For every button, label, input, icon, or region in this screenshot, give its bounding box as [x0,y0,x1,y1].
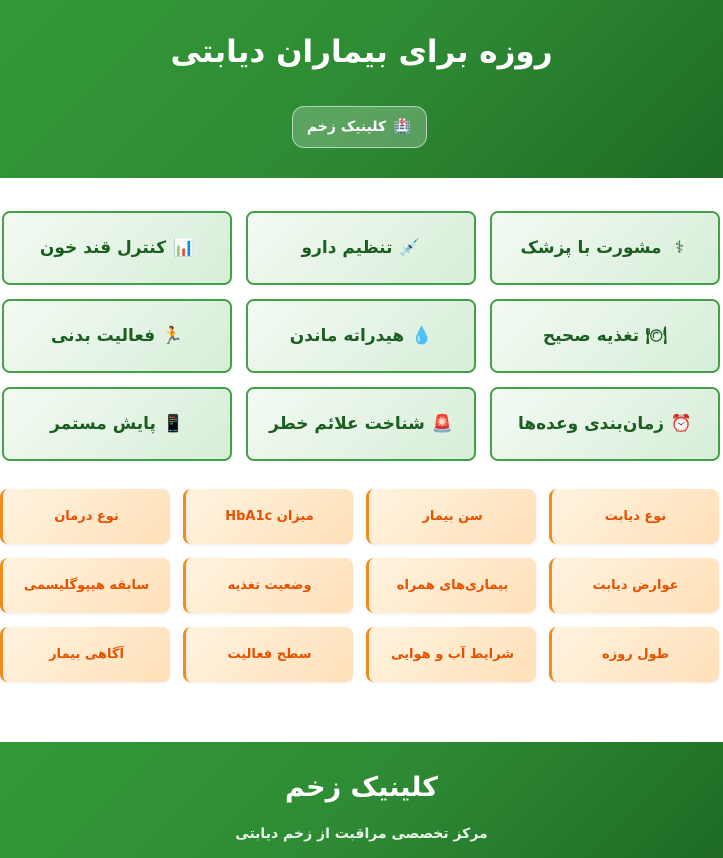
topic-card-consult-doctor[interactable] [490,211,720,285]
topic-label: مشورت با پزشک [520,238,662,258]
footer-title: کلینیک زخم [284,772,438,803]
topic-card-blood-sugar-control[interactable] [2,211,232,285]
factor-card-treatment-type[interactable]: نوع درمان [0,489,170,544]
topic-card-continuous-monitoring[interactable] [2,387,232,461]
factor-card-fast-duration[interactable]: طول روزه [549,627,719,682]
factor-card-comorbidities[interactable]: بیماری‌های همراه [366,558,536,613]
factor-card-complications[interactable]: عوارض دیابت [549,558,719,613]
plate-cutlery-icon: 🍽 [645,325,668,346]
topic-card-adjust-medication[interactable] [246,211,476,285]
factor-card-patient-age[interactable]: سن بیمار [366,489,536,544]
page-title: روزه برای بیماران دیابتی [170,34,553,70]
topic-card-physical-activity[interactable] [2,299,232,373]
factor-card-hypoglycemia-history[interactable]: سابقه هیپوگلیسمی [0,558,170,613]
footer-subtitle: مرکز تخصصی مراقبت از زخم دیابتی [235,826,488,842]
syringe-icon: 💉 [399,237,421,258]
clinic-badge-button[interactable] [292,106,427,148]
factor-card-activity-level[interactable]: سطح فعالیت [183,627,353,682]
clinic-badge-label: کلینیک زخم [306,119,387,135]
factor-card-weather[interactable]: شرایط آب و هوایی [366,627,536,682]
topic-label: فعالیت بدنی [50,326,156,346]
clinic-building-icon: 🏥 [393,119,411,135]
topic-label: شناخت علائم خطر [269,414,425,434]
alarm-clock-icon: ⏰ [670,413,693,434]
factor-card-nutrition-status[interactable]: وضعیت تغذیه [183,558,353,613]
factor-card-patient-awareness[interactable]: آگاهی بیمار [0,627,170,682]
factors-grid [0,489,719,682]
topic-label: هیدراته ماندن [289,326,405,346]
topic-label: تنظیم دارو [301,238,393,258]
topic-label: زمان‌بندی وعده‌ها [517,414,665,434]
topic-label: کنترل قند خون [39,238,167,258]
topic-card-meal-timing[interactable] [490,387,720,461]
page-header [0,0,723,178]
topic-label: تغذیه صحیح [542,326,640,346]
siren-light-icon: 🚨 [431,413,453,434]
water-drop-icon: 💧 [411,325,433,346]
topic-label: پایش مستمر [50,414,156,434]
factor-card-hba1c[interactable]: میزان HbA1c [183,489,353,544]
topic-card-proper-nutrition[interactable] [490,299,720,373]
running-person-icon: 🏃 [161,325,184,346]
stethoscope-icon: ⚕ [674,237,685,258]
factor-card-diabetes-type[interactable]: نوع دیابت [549,489,719,544]
topic-card-stay-hydrated[interactable] [246,299,476,373]
mobile-phone-icon: 📱 [162,413,184,434]
page-footer [0,742,723,858]
topic-card-danger-signs[interactable] [246,387,476,461]
bar-chart-icon: 📊 [172,237,195,258]
topics-grid [0,211,720,461]
